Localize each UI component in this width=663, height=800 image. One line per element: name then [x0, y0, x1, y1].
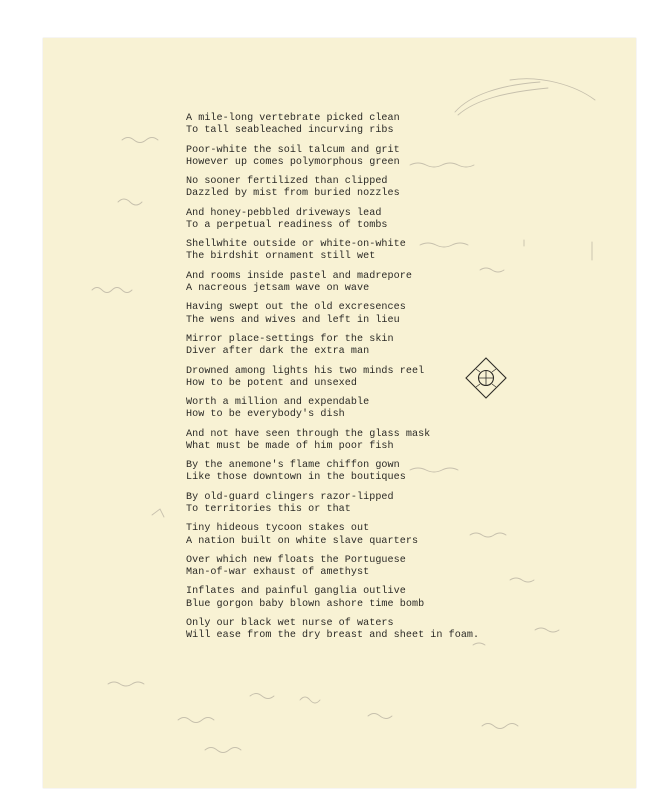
stanza [186, 397, 626, 421]
stanza [186, 618, 626, 642]
poem-line: The birdshit ornament still wet [186, 251, 376, 263]
stanza [186, 113, 626, 137]
poem-line: How to be everybody's dish [186, 409, 345, 421]
stanza [186, 334, 626, 358]
stanza [186, 239, 626, 263]
poem-line: Will ease from the dry breast and sheet in foam. [186, 630, 480, 642]
poem-line: However up comes polymorphous green [186, 156, 400, 168]
poem-line: A nation built on white slave quarters [186, 535, 419, 547]
stanza [186, 555, 626, 579]
stanza [186, 208, 626, 232]
stanza [186, 586, 626, 610]
poem-line: By the anemone's flame chiffon gown [186, 460, 400, 472]
poem-line: To tall seableached incurving ribs [186, 125, 394, 137]
poem-line: By old-guard clingers razor-lipped [186, 491, 394, 503]
poem-line: What must be made of him poor fish [186, 440, 394, 452]
poem-line: And not have seen through the glass mask [186, 428, 431, 440]
poem-line: Like those downtown in the boutiques [186, 472, 406, 484]
poem-line: A mile-long vertebrate picked clean [186, 113, 400, 124]
stanza [186, 176, 626, 200]
stanza [186, 429, 626, 453]
poem-line: Blue gorgon baby blown ashore time bomb [186, 598, 425, 610]
poem-line: Drowned among lights his two minds reel [186, 365, 425, 377]
poem-line: Mirror place-settings for the skin [186, 333, 394, 345]
stanza [186, 366, 626, 390]
poem-line: No sooner fertilized than clipped [186, 176, 388, 188]
poem-line: A nacreous jetsam wave on wave [186, 283, 370, 294]
poem-text [186, 113, 626, 650]
stanza [186, 460, 626, 484]
poem-line: Man-of-war exhaust of amethyst [186, 567, 370, 579]
stanza [186, 271, 626, 295]
poem-line: And honey-pebbled driveways lead [186, 207, 382, 219]
stanza [186, 302, 626, 326]
poem-line: To a perpetual readiness of tombs [186, 219, 388, 231]
poem-line: How to be potent and unsexed [186, 377, 358, 389]
poem-line: The wens and wives and left in lieu [186, 314, 400, 326]
poem-line: Diver after dark the extra man [186, 346, 370, 358]
poem-line: Worth a million and expendable [186, 397, 370, 409]
poem-line: Tiny hideous tycoon stakes out [186, 523, 370, 535]
poem-line: Poor-white the soil talcum and grit [186, 144, 400, 156]
poem-line: Shellwhite outside or white-on-white [186, 239, 406, 251]
poem-line: Dazzled by mist from buried nozzles [186, 188, 400, 200]
poem-line: To territories this or that [186, 503, 351, 515]
stanza [186, 523, 626, 547]
stanza [186, 492, 626, 516]
poem-line: Over which new floats the Portuguese [186, 554, 406, 566]
poem-line: Inflates and painful ganglia outlive [186, 586, 406, 598]
poem-line: Having swept out the old excresences [186, 302, 406, 314]
stanza [186, 145, 626, 169]
poem-line: Only our black wet nurse of waters [186, 618, 394, 629]
poem-line: And rooms inside pastel and madrepore [186, 270, 412, 282]
